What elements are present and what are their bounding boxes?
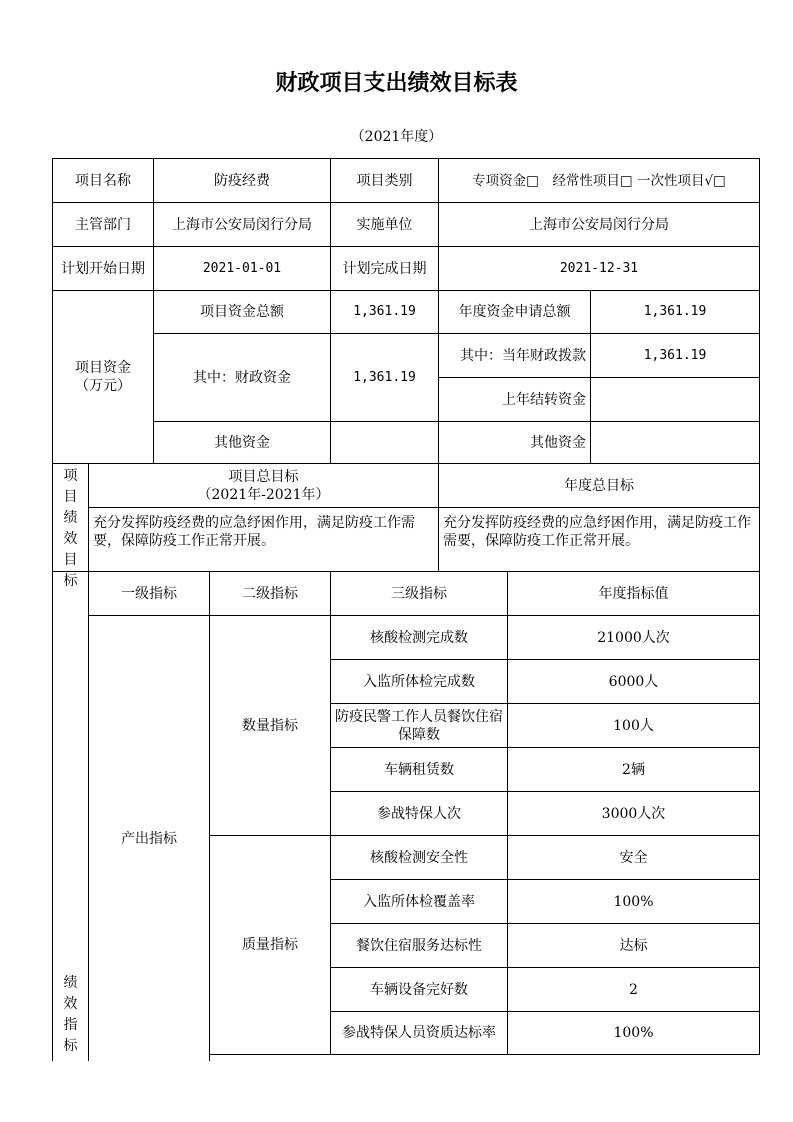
dept-label: 主管部门: [52, 202, 154, 247]
indicators-side-label: [52, 571, 89, 1061]
indicator-name: 餐饮住宿服务达标性: [330, 923, 508, 968]
indicator-name: 入监所体检覆盖率: [330, 879, 508, 924]
overall-goal-period: （2021年-2021年）: [197, 486, 330, 503]
indicator-value: 2辆: [507, 747, 760, 792]
dept-value: 上海市公安局闵行分局: [153, 202, 331, 247]
funds-label-line2: （万元）: [75, 378, 131, 394]
indicator-value: 100人: [507, 703, 760, 748]
total-funds-value: 1,361.19: [330, 290, 439, 334]
funds-label-line1: 项目资金: [75, 360, 131, 376]
indicator-name: 核酸检测完成数: [330, 615, 508, 660]
indicator-name: 车辆设备完好数: [330, 967, 508, 1012]
overall-goal-header: [88, 463, 439, 508]
current-fiscal-value: 1,361.19: [590, 333, 760, 378]
indicator-value: 2: [507, 967, 760, 1012]
current-fiscal-label: 其中：当年财政拨款: [438, 333, 591, 378]
goals-side-char: 效: [63, 531, 78, 547]
indicators-side-char: 效: [63, 996, 78, 1012]
impl-label: 实施单位: [330, 202, 439, 247]
output-indicator-label: 产出指标: [88, 615, 210, 1061]
indicator-name: 防疫民警工作人员餐饮住宿保障数: [330, 703, 508, 748]
indicator-value: 6000人: [507, 659, 760, 704]
other-funds-label: 其他资金: [153, 421, 331, 464]
annual-funds-label: 年度资金申请总额: [438, 290, 591, 334]
header-annual-value: 年度指标值: [507, 571, 760, 616]
header-level3: 三级指标: [330, 571, 508, 616]
annual-goal-header: 年度总目标: [438, 463, 760, 508]
indicator-name: 车辆租赁数: [330, 747, 508, 792]
indicator-name: 参战特保人次: [330, 791, 508, 836]
project-name-label: 项目名称: [52, 158, 154, 203]
goals-side-label: [52, 463, 89, 589]
goals-side-char: 目: [63, 489, 78, 505]
total-funds-label: 项目资金总额: [153, 290, 331, 334]
end-date-label: 计划完成日期: [330, 246, 439, 291]
goals-side-char: 标: [63, 573, 78, 589]
annual-goal-text: 充分发挥防疫经费的应急纾困作用，满足防疫工作需要，保障防疫工作正常开展。: [438, 507, 760, 572]
header-level1: 一级指标: [88, 571, 210, 616]
indicator-name: 入监所体检完成数: [330, 659, 508, 704]
header-level2: 二级指标: [209, 571, 331, 616]
start-date-label: 计划开始日期: [52, 246, 154, 291]
carryover-label: 上年结转资金: [438, 377, 591, 422]
indicator-value: 100%: [507, 879, 760, 924]
overall-goal-title: 项目总目标: [228, 468, 299, 485]
project-type-value: 专项资金□ 经常性项目□ 一次性项目√□: [438, 158, 760, 203]
goals-side-char: 绩: [63, 510, 78, 526]
overall-goal-text: 充分发挥防疫经费的应急纾困作用，满足防疫工作需要，保障防疫工作正常开展。: [88, 507, 439, 572]
indicator-value: 100%: [507, 1011, 760, 1055]
carryover-value: [590, 377, 760, 422]
indicators-side-char: 标: [63, 1038, 78, 1054]
fiscal-funds-label: 其中：财政资金: [153, 333, 331, 422]
page-title: 财政项目支出绩效目标表: [275, 71, 518, 96]
project-name-value: 防疫经费: [153, 158, 331, 203]
funds-label: [52, 290, 154, 464]
fiscal-funds-value: 1,361.19: [330, 333, 439, 422]
impl-value: 上海市公安局闵行分局: [438, 202, 760, 247]
quantity-indicator-label: 数量指标: [209, 615, 331, 836]
indicator-value: 3000人次: [507, 791, 760, 836]
indicators-side-char: 绩: [63, 975, 78, 991]
end-date-value: 2021-12-31: [438, 246, 760, 291]
indicator-name: 参战特保人员资质达标率: [330, 1011, 508, 1055]
indicators-side-char: 指: [63, 1017, 78, 1033]
annual-funds-value: 1,361.19: [590, 290, 760, 334]
other-funds-value: [330, 421, 439, 464]
start-date-value: 2021-01-01: [153, 246, 331, 291]
indicator-value: 达标: [507, 923, 760, 968]
indicator-value: 安全: [507, 835, 760, 880]
project-type-label: 项目类别: [330, 158, 439, 203]
goals-side-char: 目: [63, 552, 78, 568]
indicator-name: 核酸检测安全性: [330, 835, 508, 880]
other-funds-label-2: 其他资金: [438, 421, 591, 464]
indicator-value: 21000人次: [507, 615, 760, 660]
quality-indicator-label: 质量指标: [209, 835, 331, 1055]
other-funds-value-2: [590, 421, 760, 464]
goals-side-char: 项: [63, 468, 78, 484]
year-label: （2021年度）: [350, 129, 443, 145]
